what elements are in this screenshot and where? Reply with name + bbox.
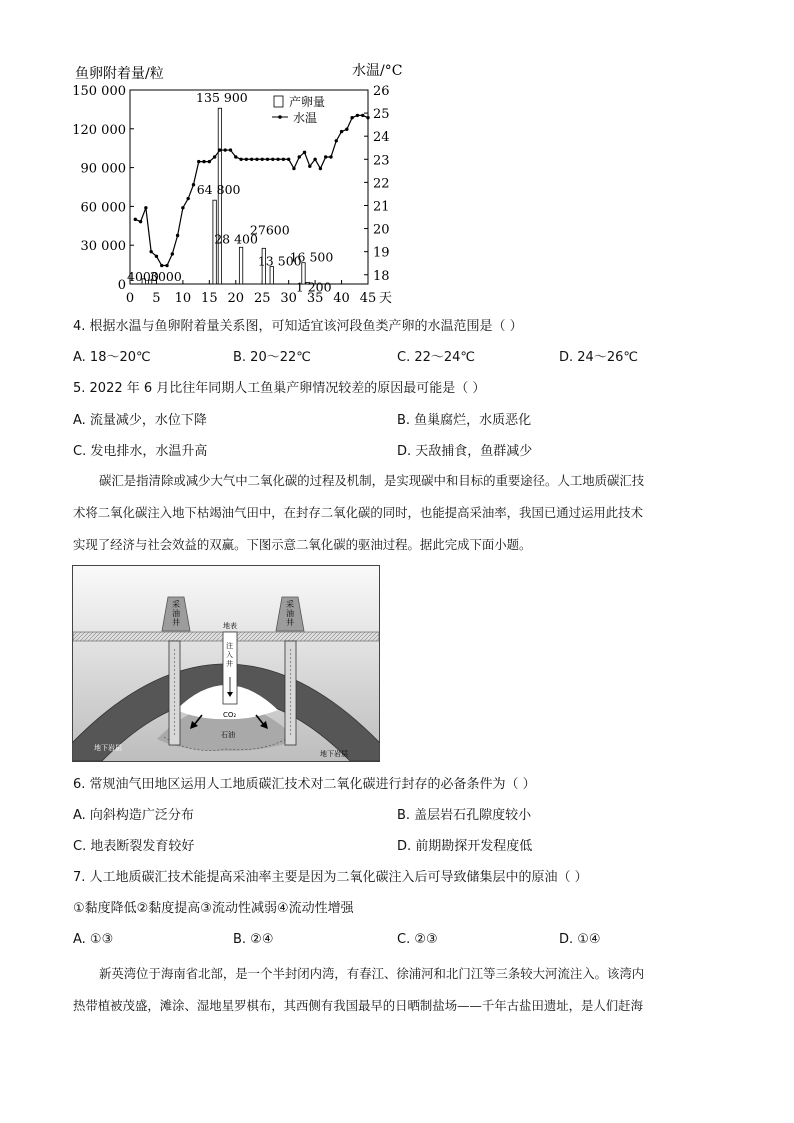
q4-option-a[interactable]: A. 18～20℃ (73, 350, 151, 365)
temperature-point (192, 183, 195, 186)
q7-option-b[interactable]: B. ②④ (233, 932, 274, 947)
x-axis-unit: 天 (379, 291, 393, 306)
label-left-well: 采油井 (172, 600, 180, 627)
passage1-line-1: 碳汇是指清除或减少大气中二氧化碳的过程及机制，是实现碳中和目标的重要途径。人工地质碳汇技 (99, 473, 645, 488)
temperature-point (271, 158, 274, 161)
x-tick-label: 20 (227, 291, 245, 306)
y-right-tick-label: 20 (373, 222, 390, 238)
label-surface: 地表 (223, 622, 237, 630)
q7-sub-items: ①黏度降低②黏度提高③流动性减弱④流动性增强 (73, 901, 354, 916)
temperature-point (303, 151, 306, 154)
temperature-point (329, 155, 332, 158)
x-tick-label: 30 (280, 291, 297, 306)
temperature-point (197, 160, 200, 163)
y-left-axis-label: 鱼卵附着量/粒 (75, 66, 164, 82)
q6-option-b[interactable]: B. 盖层岩石孔隙度较小 (397, 808, 532, 823)
bar-value-label: 4000 (127, 269, 159, 284)
legend-bar-swatch (274, 96, 283, 107)
y-right-tick-label: 22 (373, 176, 390, 192)
x-tick-label: 5 (152, 291, 161, 306)
temperature-point (250, 158, 253, 161)
q5-option-d[interactable]: D. 天敌捕食，鱼群减少 (397, 444, 533, 459)
temperature-point (308, 165, 311, 168)
temperature-point (345, 128, 348, 131)
spawning-bar (270, 267, 273, 284)
y-right-tick-label: 24 (373, 130, 390, 146)
q4-stem: 4. 根据水温与鱼卵附着量关系图，可知适宜该河段鱼类产卵的水温范围是（ ） (73, 319, 523, 334)
y-right-tick-label: 21 (373, 199, 390, 215)
temperature-point (134, 218, 137, 221)
q7-option-c[interactable]: C. ②③ (397, 932, 438, 947)
temperature-point (139, 220, 142, 223)
q6-option-d[interactable]: D. 前期勘探开发程度低 (397, 839, 533, 854)
temperature-point (245, 158, 248, 161)
chart-legend (272, 94, 325, 125)
q5-option-c[interactable]: C. 发电排水，水温升高 (73, 444, 208, 459)
temperature-point (319, 167, 322, 170)
bar-value-label: 64 800 (196, 182, 241, 198)
temperature-point (181, 206, 184, 209)
temperature-point (292, 167, 295, 170)
temperature-point (298, 155, 301, 158)
spawning-bar (239, 247, 242, 284)
q5-option-a[interactable]: A. 流量减少，水位下降 (73, 413, 207, 428)
y-left-tick-label: 90 000 (80, 161, 126, 177)
q5-stem: 5. 2022 年 6 月比往年同期人工鱼巢产卵情况较差的原因最可能是（ ） (73, 381, 486, 396)
q6-stem: 6. 常规油气田地区运用人工地质碳汇技术对二氧化碳进行封存的必备条件为（ ） (73, 777, 536, 792)
temperature-point (171, 252, 174, 255)
y-right-axis-label: 水温/°C (352, 63, 403, 79)
bar-value-label: 16 500 (289, 249, 334, 265)
label-rock-right: 地下岩层 (320, 750, 348, 758)
x-tick-label: 25 (253, 291, 271, 306)
temperature-point (149, 250, 152, 253)
bar-value-label: 3000 (150, 269, 182, 284)
bar-value-label: 27600 (249, 222, 290, 238)
temperature-point (229, 148, 232, 151)
temperature-point (350, 116, 353, 119)
y-right-tick-label: 18 (373, 268, 390, 284)
temperature-point (165, 264, 168, 267)
passage-xinying-bay (73, 958, 723, 1022)
legend-line-marker (278, 115, 282, 119)
bar-value-label: 135 900 (196, 90, 248, 106)
x-tick-label: 10 (174, 291, 192, 306)
y-left-tick-label: 30 000 (80, 239, 126, 255)
y-left-ticks (72, 84, 134, 293)
temperature-point (276, 158, 279, 161)
y-right-tick-label: 26 (373, 84, 390, 99)
temperature-point (234, 155, 237, 158)
y-left-tick-label: 150 000 (72, 84, 126, 99)
label-co2: CO₂ (223, 711, 237, 719)
temperature-point (160, 264, 163, 267)
temperature-point (335, 139, 338, 142)
y-right-tick-label: 23 (373, 153, 390, 169)
passage1-line-2: 术将二氧化碳注入地下枯竭油气田中，在封存二氧化碳的同时，也能提高采油率，我国已通过运用此技术 (73, 505, 643, 520)
label-oil: 石油 (221, 731, 235, 739)
q7-option-a[interactable]: A. ①③ (73, 932, 114, 947)
temperature-point (213, 155, 216, 158)
temperature-point (144, 206, 147, 209)
x-tick-label: 45 (359, 291, 377, 306)
x-tick-label: 15 (201, 291, 218, 306)
y-right-tick-label: 19 (373, 245, 390, 261)
passage2-line-2: 热带植被茂盛，滩涂、湿地星罗棋布，其西侧有我国最早的日晒制盐场——千年古盐田遗址，是人们赶海 (73, 998, 643, 1013)
q4-option-d[interactable]: D. 24～26℃ (559, 350, 638, 365)
temperature-point (186, 197, 189, 200)
q6-option-c[interactable]: C. 地表断裂发育较好 (73, 839, 195, 854)
y-left-tick-label: 120 000 (72, 122, 126, 138)
temperature-point (313, 158, 316, 161)
label-rock-left: 地下岩层 (94, 744, 122, 752)
temperature-point (218, 148, 221, 151)
bar-value-label: 1 200 (295, 279, 332, 295)
q4-option-c[interactable]: C. 22～24℃ (397, 350, 476, 365)
q5-option-b[interactable]: B. 鱼巢腐烂，水质恶化 (397, 413, 532, 428)
passage2-line-1: 新英湾位于海南省北部，是一个半封闭内湾，有春江、徐浦河和北门江等三条较大河流注入。该湾内 (99, 966, 645, 981)
temperature-point (361, 114, 364, 117)
q7-option-d[interactable]: D. ①④ (559, 932, 601, 947)
temperature-point (155, 255, 158, 258)
bar-value-label: 28 400 (214, 231, 258, 247)
temperature-point (224, 148, 227, 151)
y-right-tick-label: 25 (373, 107, 390, 123)
x-tick-label: 0 (125, 291, 135, 306)
temperature-point (176, 234, 179, 237)
temperature-point (255, 158, 258, 161)
temperature-point (366, 116, 369, 119)
q7-stem: 7. 人工地质碳汇技术能提高采油率主要是因为二氧化碳注入后可导致储集层中的原油（ ） (73, 870, 588, 885)
x-tick-label: 40 (333, 291, 350, 306)
y-left-tick-label: 0 (117, 278, 126, 293)
y-left-tick-label: 60 000 (80, 200, 126, 216)
q6-option-a[interactable]: A. 向斜构造广泛分布 (73, 808, 194, 823)
temperature-point (287, 158, 290, 161)
temperature-point (261, 158, 264, 161)
legend-bar-label: 产卵量 (289, 95, 326, 109)
legend-line-label: 水温 (293, 111, 318, 125)
passage1-line-3: 实现了经济与社会效益的双赢。下图示意二氧化碳的驱油过程。据此完成下面小题。 (73, 537, 532, 552)
temperature-point (356, 114, 359, 117)
temperature-point (266, 158, 269, 161)
q4-option-b[interactable]: B. 20～22℃ (233, 350, 311, 365)
temperature-point (239, 158, 242, 161)
co2-oil-displacement-diagram (72, 565, 380, 762)
x-tick-label: 35 (306, 291, 324, 306)
temperature-point (340, 130, 343, 133)
temperature-point (282, 158, 285, 161)
passage-carbon-sink (73, 465, 723, 561)
bar-value-label: 13 500 (257, 253, 302, 269)
temperature-point (208, 160, 211, 163)
temperature-point (202, 160, 205, 163)
temperature-point (324, 155, 327, 158)
label-injection-well: 注入井 (226, 642, 233, 668)
label-right-well: 采油井 (286, 600, 294, 627)
spawning-temperature-chart (60, 55, 405, 310)
